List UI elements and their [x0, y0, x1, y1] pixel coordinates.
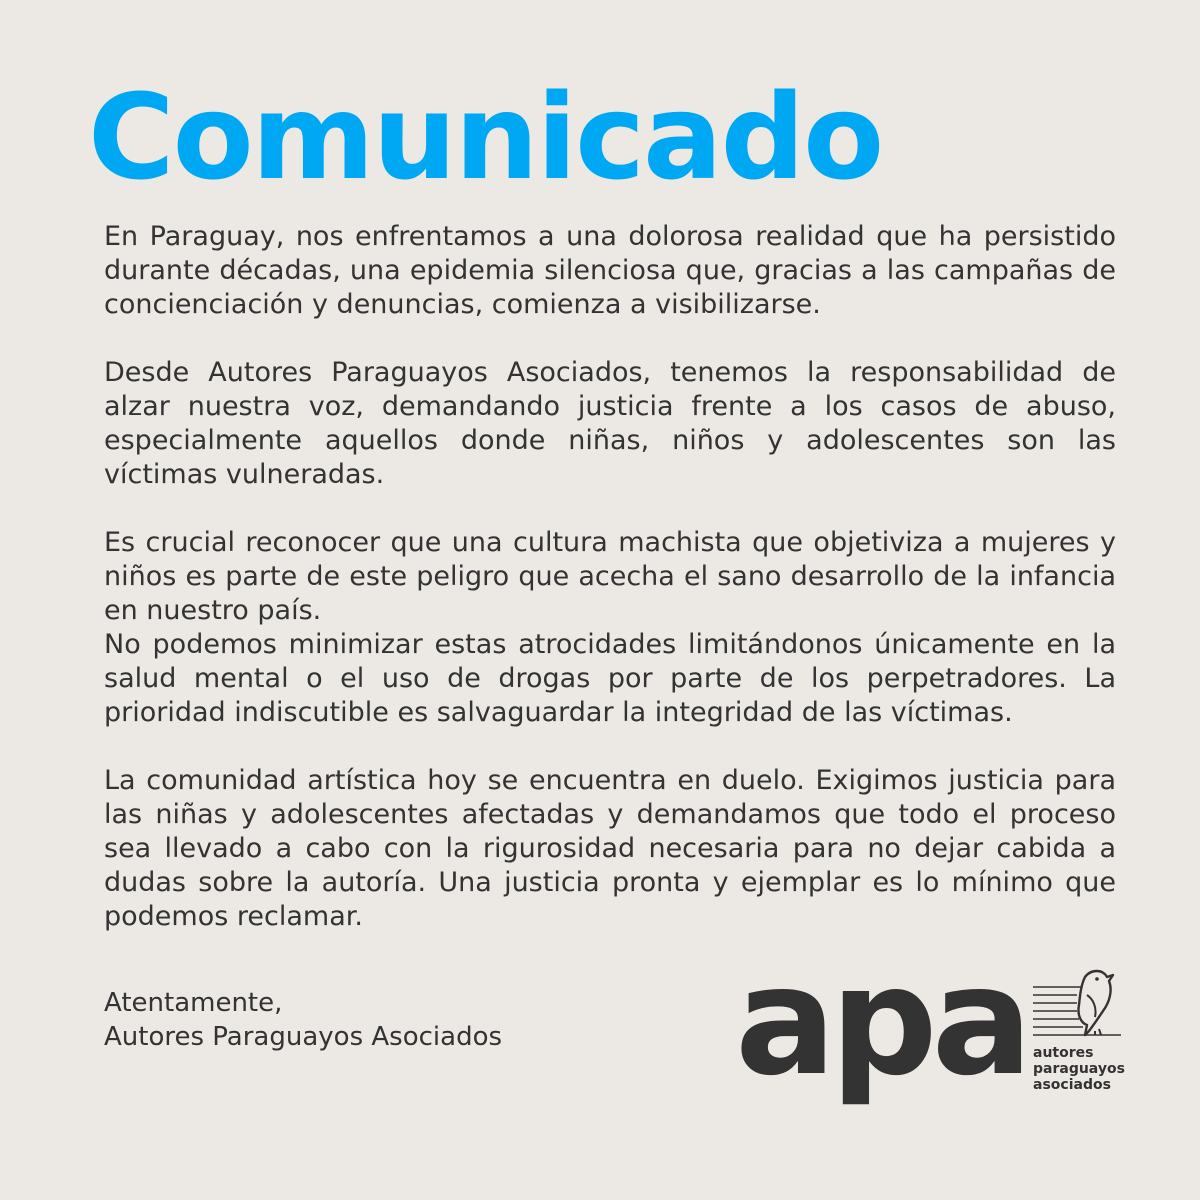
signoff [104, 986, 502, 1054]
paragraph-4: No podemos minimizar estas atrocidades limitándonos únicamente en la salud mental o el uso de drogas por parte de los perpetradores. La prioridad indiscutible es salvaguardar la integridad de las víctimas. [104, 629, 1116, 728]
bird-on-staff-icon [1033, 965, 1123, 1045]
logo-subtitle [1033, 1045, 1125, 1093]
paragraph-1: En Paraguay, nos enfrentamos a una dolorosa realidad que ha persistido durante décadas, una epidemia silenciosa que, gracias a las campañas de concienciación y denuncias, comienza a visibilizarse. [104, 221, 1116, 320]
logo-line-3: asociados [1033, 1077, 1111, 1093]
paragraph-3: Es crucial reconocer que una cultura machista que objetiviza a mujeres y niños es parte de este peligro que acecha el sano desarrollo de la infancia en nuestro país. [104, 527, 1116, 626]
logo-line-1: autores [1033, 1045, 1094, 1061]
paragraph-5: La comunidad artística hoy se encuentra en duelo. Exigimos justicia para las niñas y adolescentes afectadas y demandamos que todo el proceso sea llevado a cabo con la rigurosidad necesaria para no dejar cabida a dudas sobre la autoría. Una justicia pronta y ejemplar es lo mínimo que podemos reclamar. [104, 765, 1116, 932]
signoff-signer: Autores Paraguayos Asociados [104, 1022, 503, 1052]
logo-line-2: paraguayos [1033, 1061, 1125, 1077]
signoff-closing: Atentamente, [104, 988, 283, 1018]
statement-body [104, 220, 1116, 968]
apa-logo [735, 935, 1135, 1109]
paragraph-2: Desde Autores Paraguayos Asociados, tenemos la responsabilidad de alzar nuestra voz, demandando justicia frente a los casos de abuso, especialmente aquellos donde niñas, niños y adolescentes son las víctimas vulneradas. [104, 357, 1116, 490]
logo-wordmark: apa [735, 935, 1027, 1109]
page-title: Comunicado [88, 68, 883, 206]
